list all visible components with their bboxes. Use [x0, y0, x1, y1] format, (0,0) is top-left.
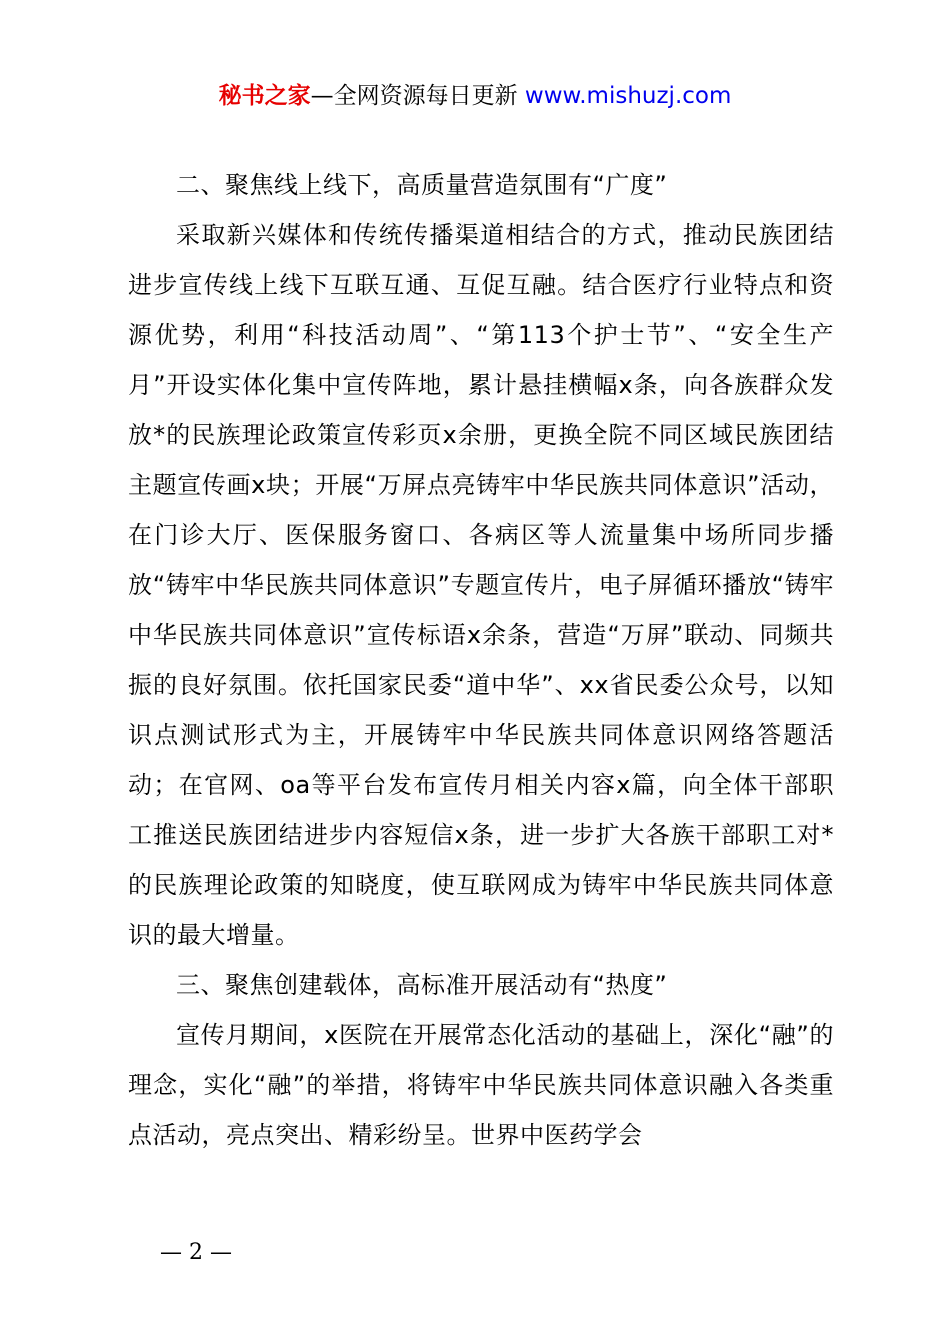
page-number: — 2 — [160, 1240, 232, 1265]
site-url-link[interactable]: www.mishuzj.com [524, 83, 732, 109]
site-tagline: —全网资源每日更新 [310, 83, 518, 109]
section-2-heading: 二、聚焦线上线下，高质量营造氛围有“广度” [176, 171, 668, 199]
section-3-heading: 三、聚焦创建载体，高标准开展活动有“热度” [176, 971, 668, 999]
site-brand: 秘书之家 [218, 83, 311, 109]
section-2-paragraph: 采取新兴媒体和传统传播渠道相结合的方式，推动民族团结进步宣传线上线下互联互通、互促互融。结合医疗行业特点和资源优势，利用“科技活动周”、“第113个护士节”、“安全生产月”开设实体化集中宣传阵地，累计悬挂横幅x条，向各族群众发放*的民族理论政策宣传彩页x余册，更换全院不同区域民族团结主题宣传画x块；开展“万屏点亮铸牢中华民族共同体意识”活动，在门诊大厅、医保服务窗口、各病区等人流量集中场所同步播放“铸牢中华民族共同体意识”专题宣传片，电子屏循环播放“铸牢中华民族共同体意识”宣传标语x余条，营造“万屏”联动、同频共振的良好氛围。依托国家民委“道中华”、xx省民委公众号，以知识点测试形式为主，开展铸牢中华民族共同体意识网络答题活动；在官网、oa等平台发布宣传月相关内容x篇，向全体干部职工推送民族团结进步内容短信x条，进一步扩大各族干部职工对*的民族理论政策的知晓度，使互联网成为铸牢中华民族共同体意识的最大增量。 [128, 221, 834, 949]
site-header [0, 78, 950, 114]
document-body [128, 160, 834, 1160]
section-3-paragraph: 宣传月期间，x医院在开展常态化活动的基础上，深化“融”的理念，实化“融”的举措，将铸牢中华民族共同体意识融入各类重点活动，亮点突出、精彩纷呈。世界中医药学会 [128, 1021, 834, 1149]
